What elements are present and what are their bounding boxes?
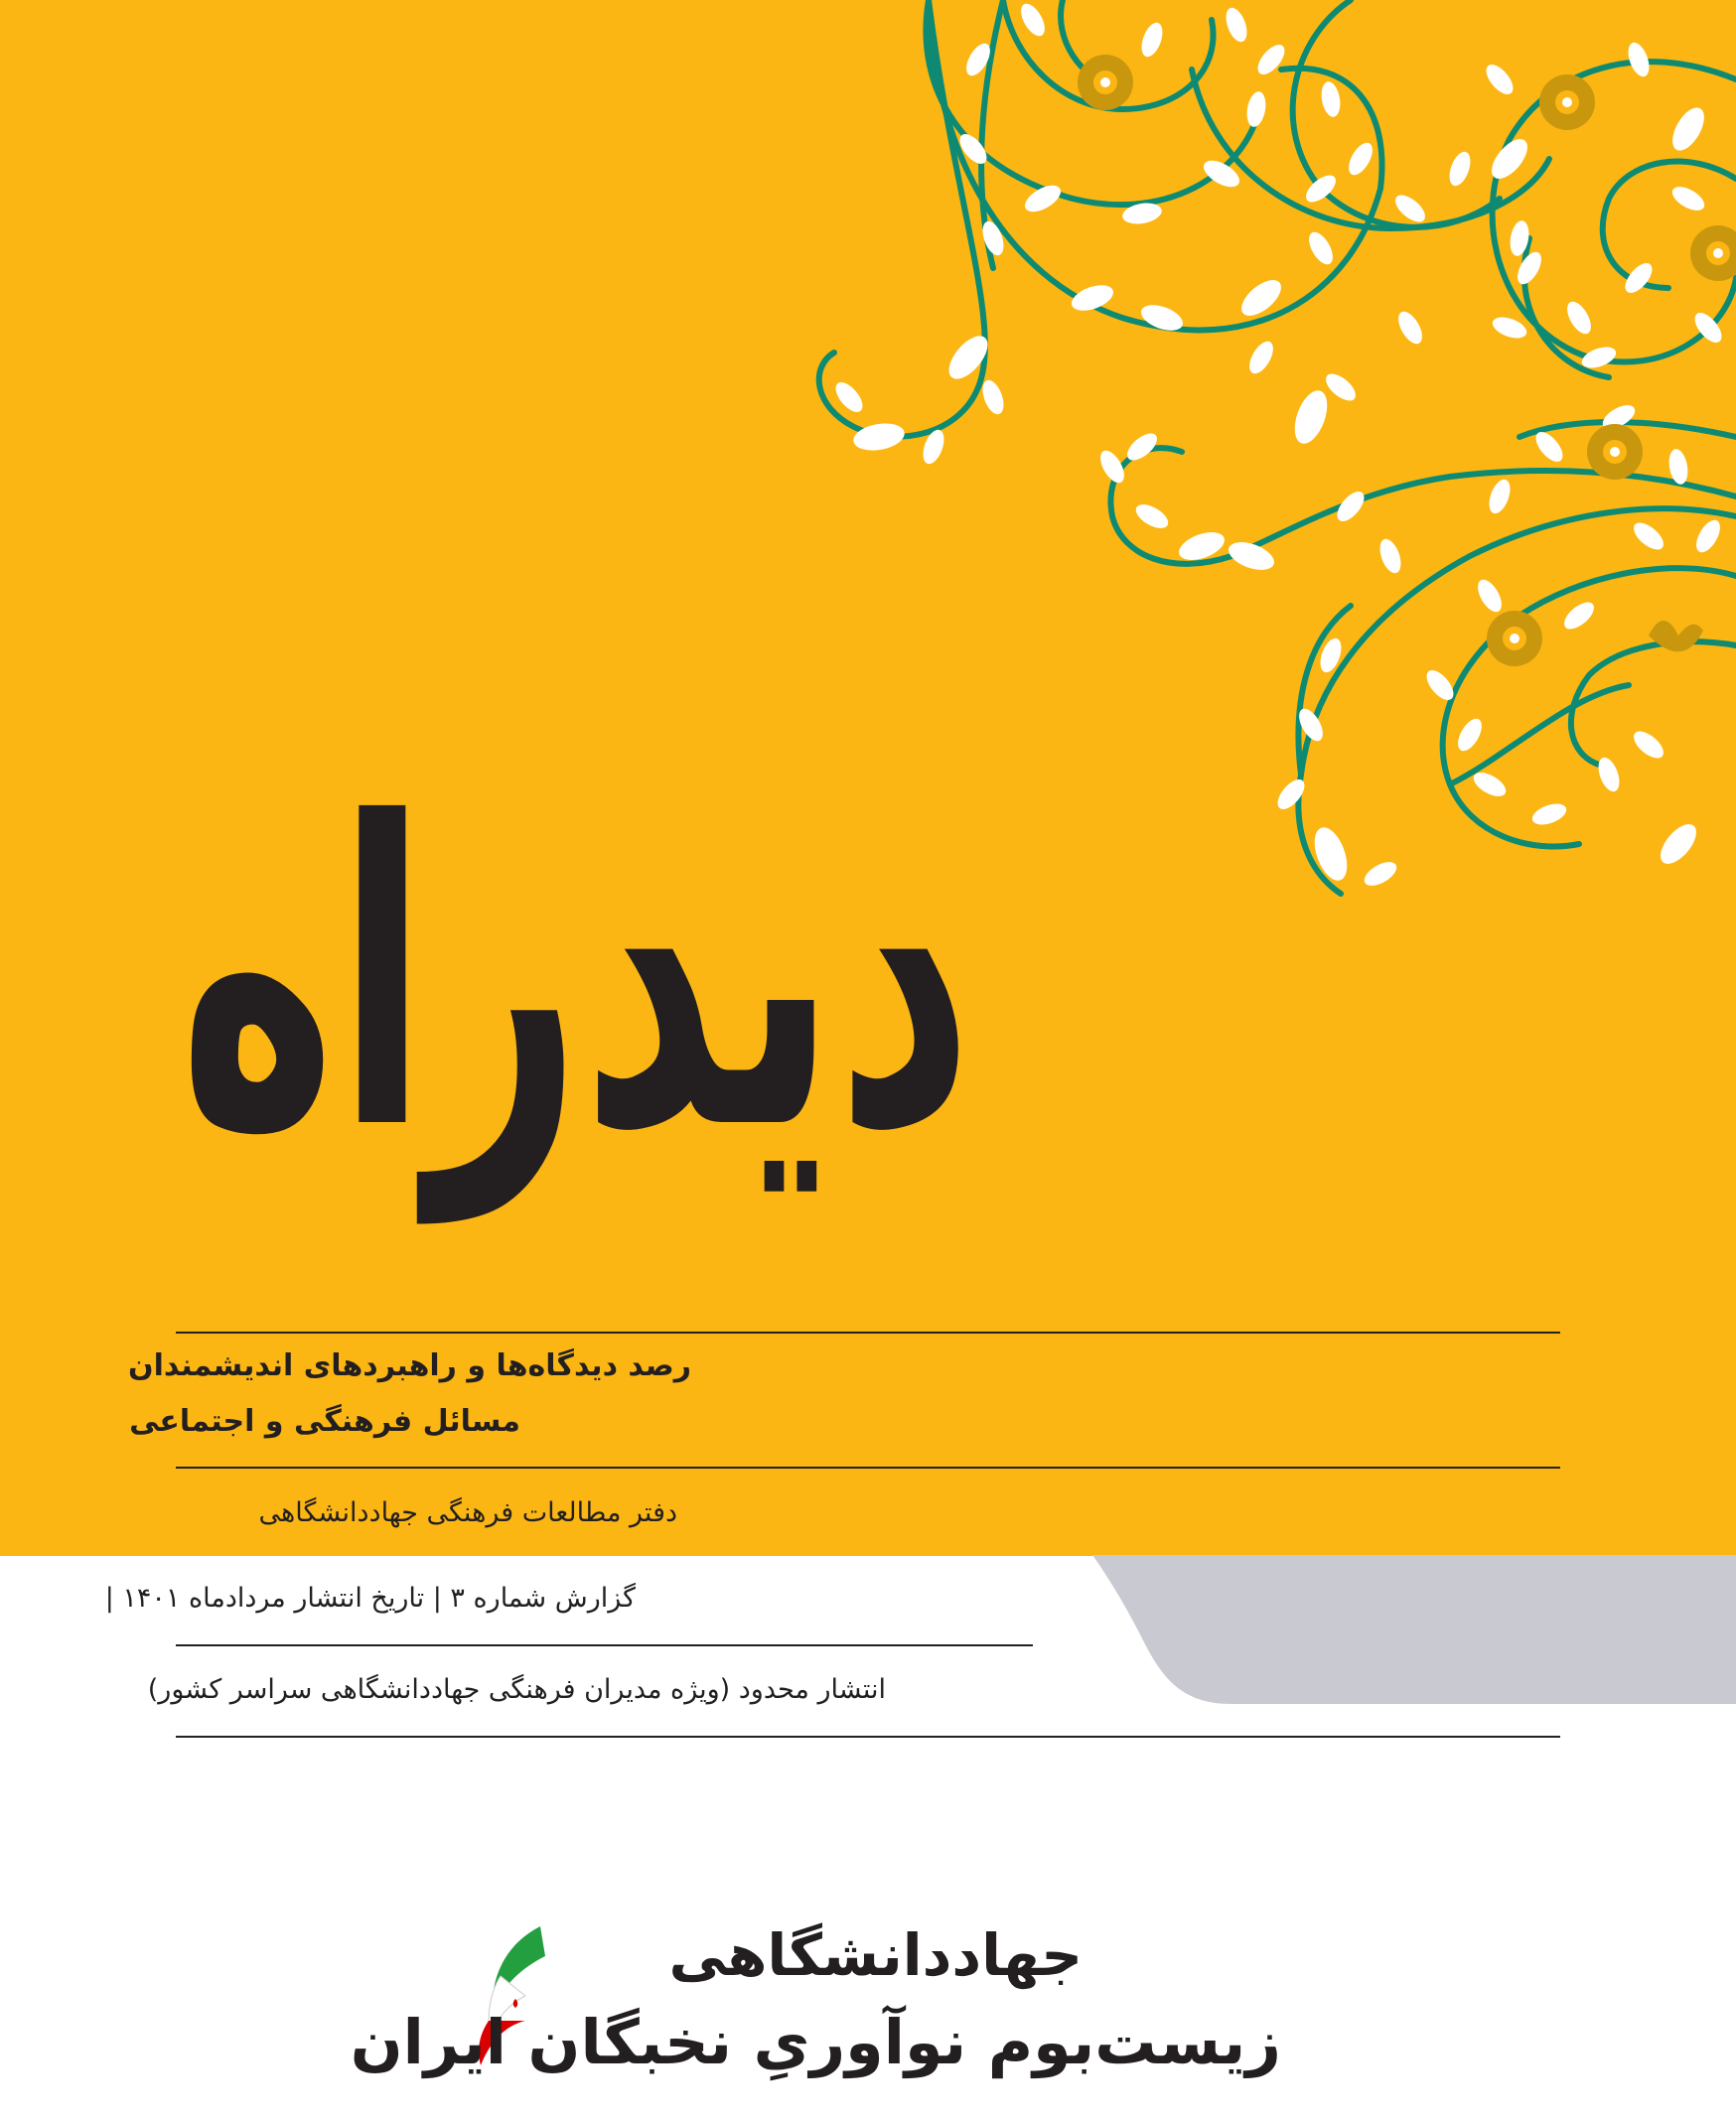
org-name-line-1: جهاددانشگاهی [668, 1921, 1083, 1989]
report-info: گزارش شماره ۳ | تاریخ انتشار مردادماه ۱۴۰۱ | [104, 1583, 636, 1614]
divider-middle [176, 1467, 1560, 1469]
divider-bottom [176, 1736, 1560, 1738]
divider-top [176, 1332, 1560, 1334]
divider-report [176, 1644, 1033, 1646]
distribution-note: انتشار محدود (ویژه مدیران فرهنگی جهاددانشگاهی سراسر کشور) [147, 1674, 886, 1705]
org-name-line-2: زیست‌بوم نوآوریِ نخبگان ایران [350, 2006, 1281, 2078]
subtitle-line-1: رصد دیدگاه‌ها و راهبردهای اندیشمندان [128, 1348, 691, 1383]
subtitle-line-2: مسائل فرهنگی و اجتماعی [129, 1404, 520, 1439]
cover-title-text: دیدراه [179, 736, 1420, 1221]
cover-title [159, 626, 1420, 1281]
office-name: دفتر مطالعات فرهنگی جهاددانشگاهی [258, 1497, 677, 1528]
